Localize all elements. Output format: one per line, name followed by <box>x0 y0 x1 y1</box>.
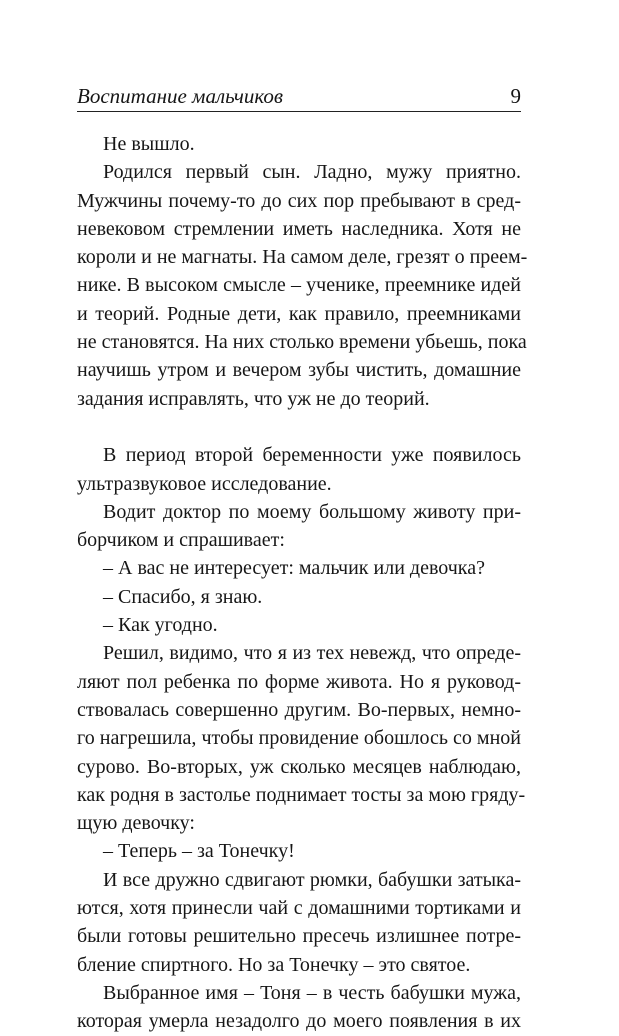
text-line: невековом стремлении иметь наследника. Хотя не <box>77 217 521 240</box>
text-line: короли и не магнаты. На самом деле, грезят о преем- <box>77 246 528 269</box>
text-line: Выбранное имя – Тоня – в честь бабушки мужа, <box>103 981 521 1004</box>
text-line: го нагрешила, чтобы провидение обошлось со мной <box>77 727 521 750</box>
text-line: как родня в застолье поднимает тосты за мою гряду- <box>77 783 526 806</box>
text-line: и теорий. Родные дети, как правило, преемниками <box>77 302 521 325</box>
text-line: И все дружно сдвигают рюмки, бабушки затыка- <box>103 868 521 891</box>
text-line: Мужчины почему-то до сих пор пребывают в сред- <box>77 189 521 212</box>
page-number: 9 <box>510 84 521 108</box>
text-line: были готовы решительно пресечь излишнее потре- <box>77 925 521 948</box>
text-line: Водит доктор по моему большому животу при- <box>103 500 521 523</box>
header-rule <box>77 111 521 112</box>
text-line: – А вас не интересует: мальчик или девочка? <box>103 557 485 580</box>
text-line: Решил, видимо, что я из тех невежд, что опреде- <box>103 642 521 665</box>
body-text <box>77 130 528 1036</box>
text-line: ются, хотя принесли чай с домашними тортиками и <box>77 897 521 920</box>
text-line: ультразвуковое исследование. <box>77 472 332 495</box>
text-line: щую девочку: <box>77 812 195 835</box>
text-line: научишь утром и вечером зубы чистить, домашние <box>77 359 521 382</box>
blank-line <box>77 413 521 441</box>
text-line: которая умерла незадолго до моего появления в их <box>77 1010 521 1033</box>
text-line: – Как угодно. <box>103 614 218 637</box>
text-line: – Теперь – за Тонечку! <box>103 840 295 863</box>
text-line: сурово. Во-вторых, уж сколько месяцев наблюдаю, <box>77 755 521 778</box>
text-line: задания исправлять, что уж не до теорий. <box>77 387 430 410</box>
text-line: ляют пол ребенка по форме живота. Но я руковод- <box>77 670 521 693</box>
text-line: Родился первый сын. Ладно, мужу приятно. <box>103 161 521 184</box>
text-line: ствовалась совершенно другим. Во-первых, немно- <box>77 698 521 721</box>
text-line: не становятся. На них столько времени убьешь, пока <box>77 331 527 354</box>
text-line: бление спиртного. Но за Тонечку – это святое. <box>77 953 471 976</box>
text-line: борчиком и спрашивает: <box>77 529 285 552</box>
text-line: – Спасибо, я знаю. <box>103 585 263 608</box>
text-line: В период второй беременности уже появилось <box>103 444 521 467</box>
running-title: Воспитание мальчиков <box>77 84 284 108</box>
running-header <box>77 80 521 112</box>
text-line: нике. В высоком смысле – ученике, преемнике идей <box>77 274 521 297</box>
text-line: Не вышло. <box>103 133 195 155</box>
